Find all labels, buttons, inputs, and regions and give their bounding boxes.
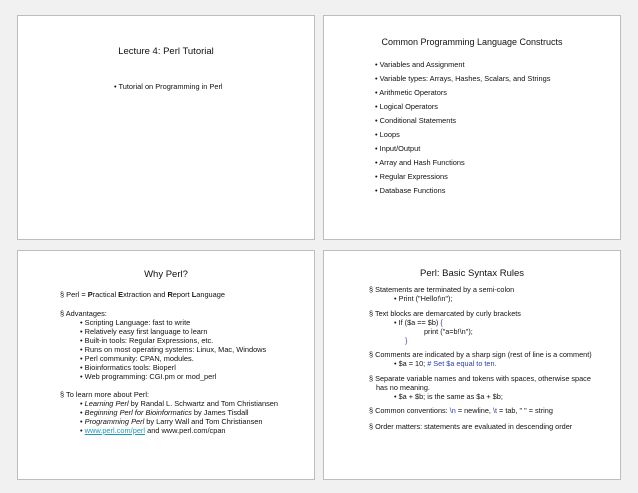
slide-1: [17, 15, 315, 240]
bullet-item: • Logical Operators: [375, 102, 438, 111]
list-item: • Web programming: CGI.pm or mod_perl: [80, 372, 217, 381]
list-item: • Runs on most operating systems: Linux, Mac, Windows: [80, 345, 267, 354]
rule-text: has no meaning.: [376, 383, 430, 392]
rule-text: § Separate variable names and tokens with spaces, otherwise space: [369, 374, 591, 383]
code-example: • If ($a == $b) {: [394, 318, 443, 327]
bullet-item: • Tutorial on Programming in Perl: [114, 82, 223, 91]
rule-text: § Text blocks are demarcated by curly brackets: [369, 309, 521, 318]
bullet-item: • Regular Expressions: [375, 172, 448, 181]
list-item: • Learning Perl by Randal L. Schwartz and Tom Christiansen: [80, 399, 279, 408]
bullet-item: • Arithmetic Operators: [375, 88, 448, 97]
advantages-heading: § Advantages:: [60, 309, 107, 318]
code-example: • $a = 10; # Set $a equal to ten.: [394, 359, 497, 368]
bullet-item: • Array and Hash Functions: [375, 158, 465, 167]
list-item: • Built-in tools: Regular Expressions, etc.: [80, 336, 214, 345]
bullet-item: • Input/Output: [375, 144, 421, 153]
code-example: • $a + $b; is the same as $a + $b;: [394, 392, 503, 401]
bullet-item: • Variables and Assignment: [375, 60, 465, 69]
code-example: print ("a=b!\n");: [424, 327, 473, 336]
bullet-item: • Conditional Statements: [375, 116, 457, 125]
bullet-item: • Database Functions: [375, 186, 446, 195]
rule-text: § Statements are terminated by a semi-colon: [369, 285, 515, 294]
list-item: • Scripting Language: fast to write: [80, 318, 191, 327]
perl-definition: § Perl = Practical Extraction and Report Language: [60, 290, 225, 299]
rule-text: § Order matters: statements are evaluated in descending order: [369, 422, 573, 431]
slide-3: [17, 250, 315, 480]
list-item: • Beginning Perl for Bioinformatics by James Tisdall: [80, 408, 249, 417]
code-example: }: [405, 336, 408, 345]
bullet-item: • Variable types: Arrays, Hashes, Scalars, and Strings: [375, 74, 551, 83]
slide-title: Common Programming Language Constructs: [381, 37, 563, 47]
list-item: • Bioinformatics tools: Bioperl: [80, 363, 176, 372]
rule-text: § Common conventions: \n = newline, \t = tab, " " = string: [369, 406, 553, 415]
slide-4: [323, 250, 621, 480]
bullet-item: • Loops: [375, 130, 400, 139]
perl-link[interactable]: www.perl.com/perl: [84, 426, 146, 435]
slide-title: Perl: Basic Syntax Rules: [419, 268, 524, 279]
rule-text: § Comments are indicated by a sharp sign (rest of line is a comment): [369, 350, 592, 359]
slide-title: Why Perl?: [144, 269, 188, 280]
slide-title: Lecture 4: Perl Tutorial: [118, 46, 214, 57]
list-item: • Perl community: CPAN, modules.: [80, 354, 194, 363]
learn-heading: § To learn more about Perl:: [60, 390, 150, 399]
code-example: • Print ("Hello!\n");: [394, 294, 453, 303]
list-item: • www.perl.com/perl and www.perl.com/cpan: [80, 426, 226, 435]
slide-2: [323, 15, 621, 240]
list-item: • Relatively easy first language to learn: [80, 327, 208, 336]
list-item: • Programming Perl by Larry Wall and Tom Christiansen: [80, 417, 263, 426]
